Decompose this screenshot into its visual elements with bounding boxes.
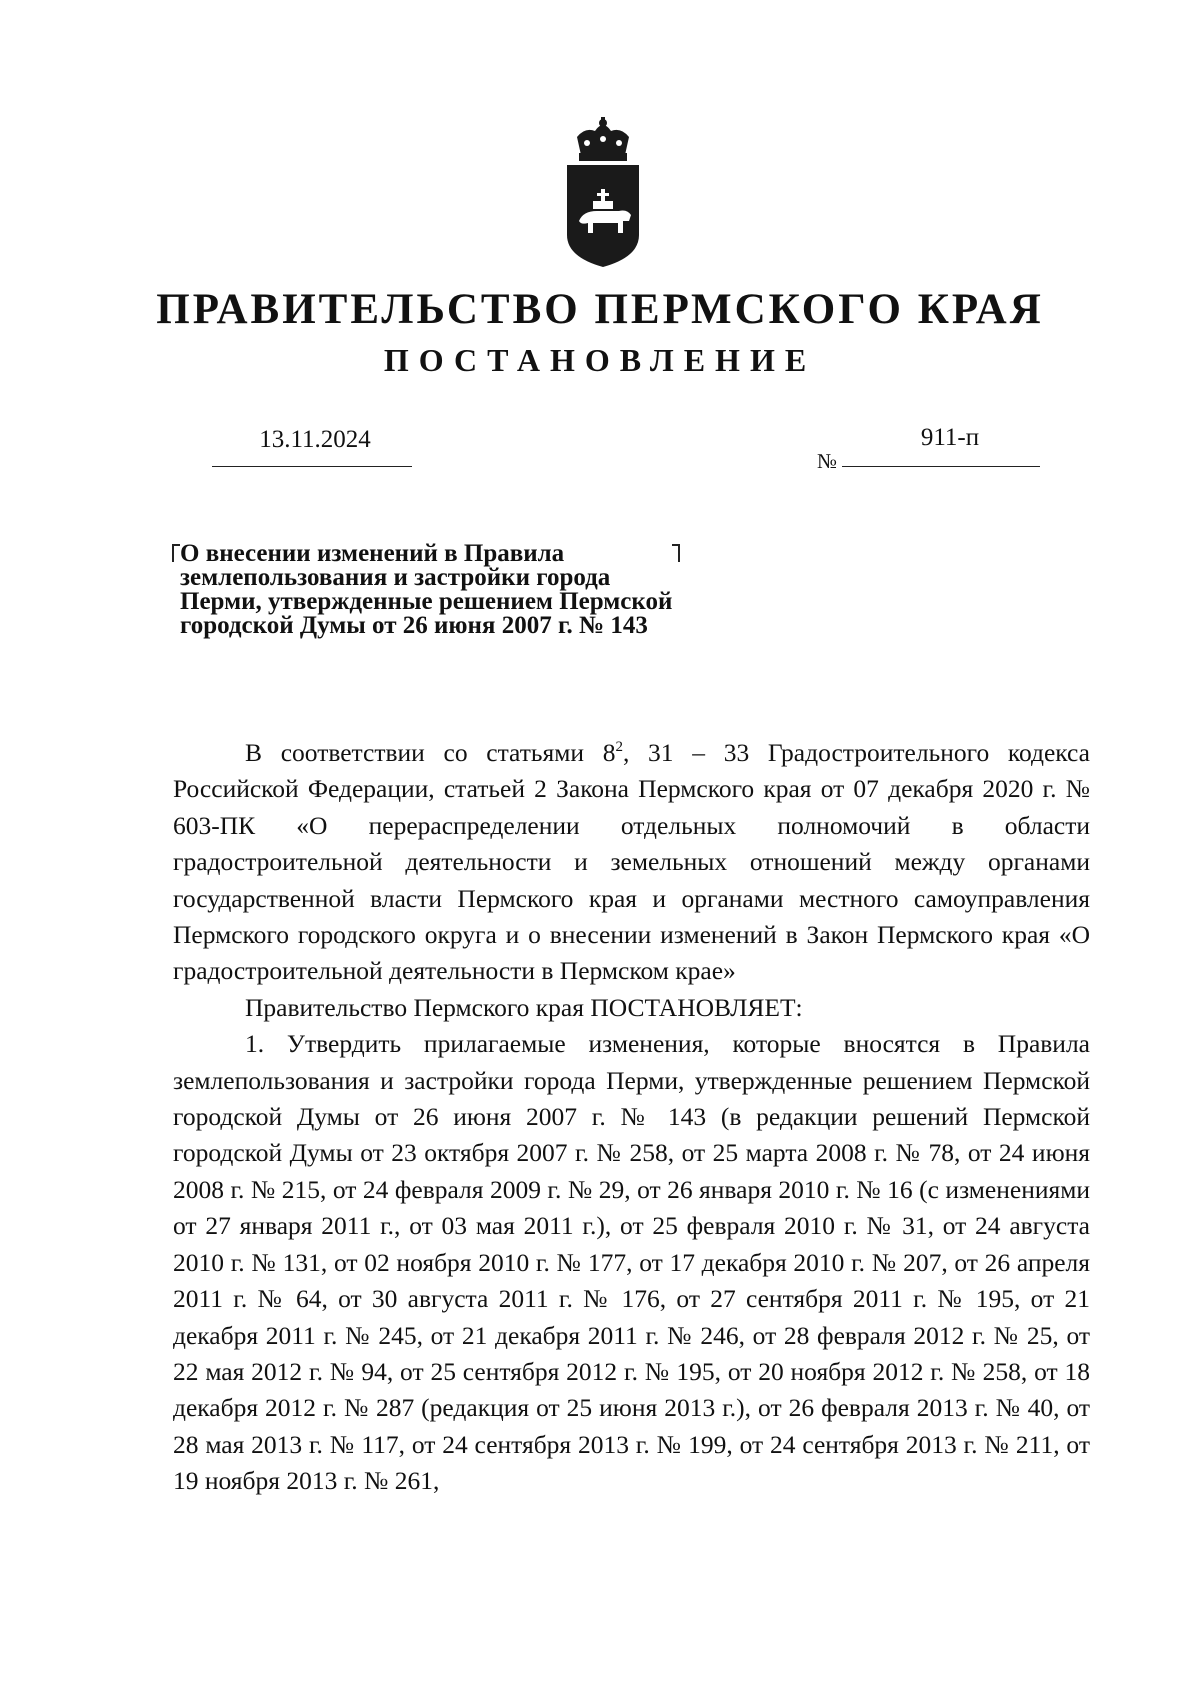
subject-line: городской Думы от 26 июня 2007 г. № 143 — [180, 612, 648, 639]
subject-line: Перми, утвержденные решением Пермской — [180, 588, 673, 615]
number-sign: № — [817, 449, 838, 473]
item-1-paragraph: 1. Утвердить прилагаемые изменения, которые вносятся в Правила землепользования и застройки города Перми, утвержденные решением Пермской городской Думы от 26 июня 2007 г. № 143 (в редакции решений Пермской городской Думы от 23 октября 2007 г. № 258, от 25 марта 2008 г. № 78, от 24 июня 2008 г. № 215, от 24 февраля 2009 г. № 29, от 26 января 2010 г. № 16 (с изменениями от 27 января 2011 г., от 03 мая 2011 г.), от 25 февраля 2010 г. № 31, от 24 августа 2010 г. № 131, от 02 ноября 2010 г. № 177, от 17 декабря 2010 г. № 207, от 26 апреля 2011 г. № 64, от 30 августа 2011 г. № 176, от 27 сентября 2011 г. № 195, от 21 декабря 2011 г. № 245, от 21 декабря 2011 г. № 246, от 28 февраля 2012 г. № 25, от 22 мая 2012 г. № 94, от 25 сентября 2012 г. № 195, от 20 ноября 2012 г. № 258, от 18 декабря 2012 г. № 287 (редакция от 25 июня 2013 г.), от 26 февраля 2013 г. № 40, от 28 мая 2013 г. № 117, от 24 сентября 2013 г. № 199, от 24 сентября 2013 г. № 211, от 19 ноября 2013 г. № 261, — [173, 1029, 1090, 1496]
document-subject — [180, 542, 760, 638]
date-underline — [212, 466, 412, 467]
preamble-paragraph — [173, 735, 1090, 990]
coat-of-arms-icon — [563, 117, 643, 267]
preamble-start: В соответствии со статьями 8 — [245, 738, 616, 767]
subject-line: землепользования и застройки города — [180, 564, 611, 591]
subject-bracket-left — [172, 544, 180, 562]
document-number: 911-п — [920, 424, 980, 451]
article-superscript: 2 — [615, 739, 623, 755]
number-underline — [842, 466, 1040, 467]
document-date: 13.11.2024 — [259, 426, 371, 453]
document-body — [173, 735, 1090, 1500]
organization-title: ПРАВИТЕЛЬСТВО ПЕРМСКОГО КРАЯ — [156, 286, 1044, 333]
document-type: ПОСТАНОВЛЕНИЕ — [383, 342, 817, 378]
decree-line: Правительство Пермского края ПОСТАНОВЛЯЕТ: — [245, 992, 803, 1022]
preamble-rest: , 31 – 33 Градостроительного кодекса Российской Федерации, статьей 2 Закона Пермского края от 07 декабря 2020 г. № 603-ПК «О перераспределении отдельных полномочий в области градостроительной деятельности и земельных отношений между органами государственной власти Пермского края и органами местного самоуправления Пермского городского округа и о внесении изменений в Закон Пермского края «О градостроительной деятельности в Пермском крае» — [173, 738, 1090, 986]
subject-line: О внесении изменений в Правила — [180, 540, 565, 567]
